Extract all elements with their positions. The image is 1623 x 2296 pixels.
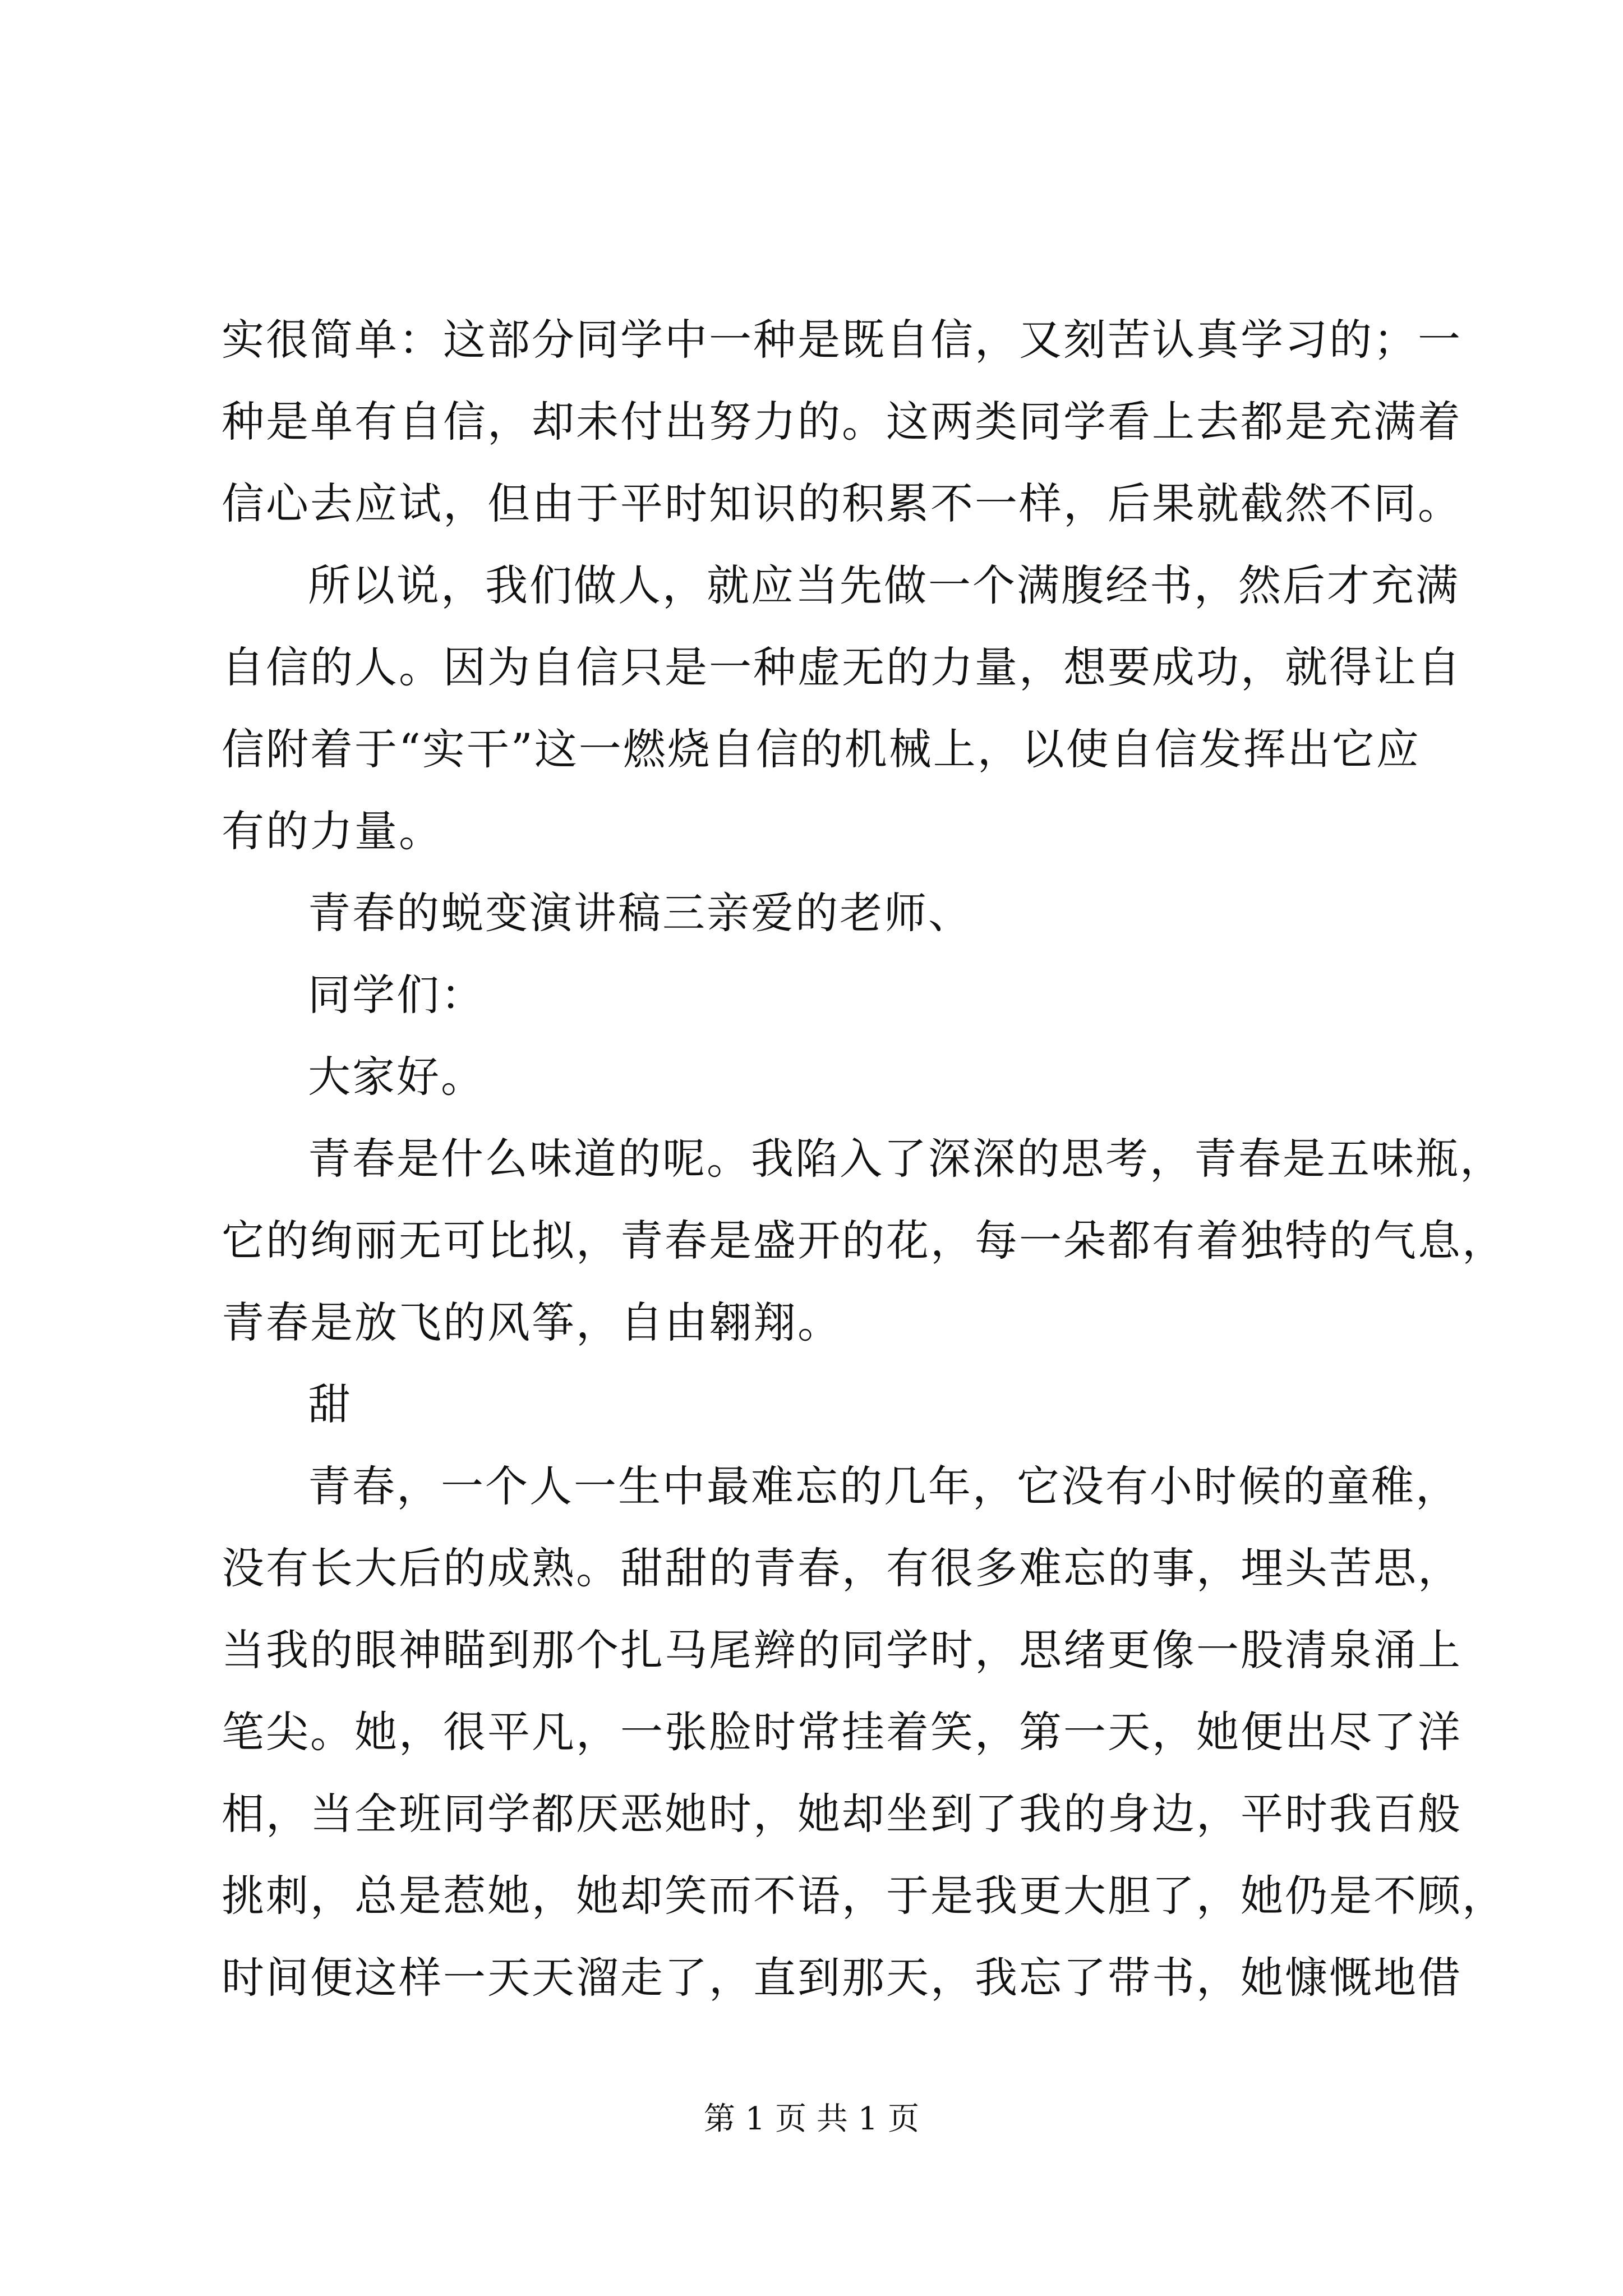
text-line: 所以说，我们做人，就应当先做一个满腹经书，然后才充满 <box>308 560 1460 610</box>
text-line: 当我的眼神瞄到那个扎马尾辫的同学时，思绪更像一股清泉涌上 <box>222 1625 1462 1675</box>
text-line: 信心去应试，但由于平时知识的积累不一样，后果就截然不同。 <box>222 478 1462 528</box>
text-line: 信附着于“实干”这一燃烧自信的机械上，以使自信发挥出它应 <box>222 724 1421 774</box>
text-line: 时间便这样一天天溜走了，直到那天，我忘了带书，她慷慨地借 <box>222 1953 1462 2003</box>
text-line: 大家好。 <box>308 1052 485 1102</box>
text-line: 实很简单：这部分同学中一种是既自信，又刻苦认真学习的；一 <box>222 315 1462 365</box>
text-line: 青春是什么味道的呢。我陷入了深深的思考，青春是五味瓶， <box>308 1134 1504 1184</box>
text-line: 自信的人。因为自信只是一种虚无的力量，想要成功，就得让自 <box>222 642 1462 692</box>
text-line: 没有长大后的成熟。甜甜的青春，有很多难忘的事，埋头苦思， <box>222 1543 1462 1593</box>
text-line: 青春的蜕变演讲稿三亲爱的老师、 <box>308 888 972 938</box>
text-line: 同学们： <box>308 970 485 1020</box>
text-line: 甜 <box>308 1379 352 1429</box>
text-line: 有的力量。 <box>222 806 443 856</box>
text-line: 挑刺，总是惹她，她却笑而不语，于是我更大胆了，她仍是不顾， <box>222 1871 1506 1921</box>
text-line: 相，当全班同学都厌恶她时，她却坐到了我的身边，平时我百般 <box>222 1789 1462 1839</box>
text-line: 青春，一个人一生中最难忘的几年，它没有小时候的童稚， <box>308 1461 1460 1511</box>
text-line: 它的绚丽无可比拟，青春是盛开的花，每一朵都有着独特的气息， <box>222 1216 1506 1266</box>
page-footer: 第 1 页 共 1 页 <box>703 2101 920 2137</box>
text-line: 青春是放飞的风筝，自由翱翔。 <box>222 1297 842 1347</box>
text-line: 种是单有自信，却未付出努力的。这两类同学看上去都是充满着 <box>222 397 1462 447</box>
document-body <box>222 299 1506 2019</box>
text-line: 笔尖。她，很平凡，一张脸时常挂着笑，第一天，她便出尽了洋 <box>222 1707 1462 1757</box>
